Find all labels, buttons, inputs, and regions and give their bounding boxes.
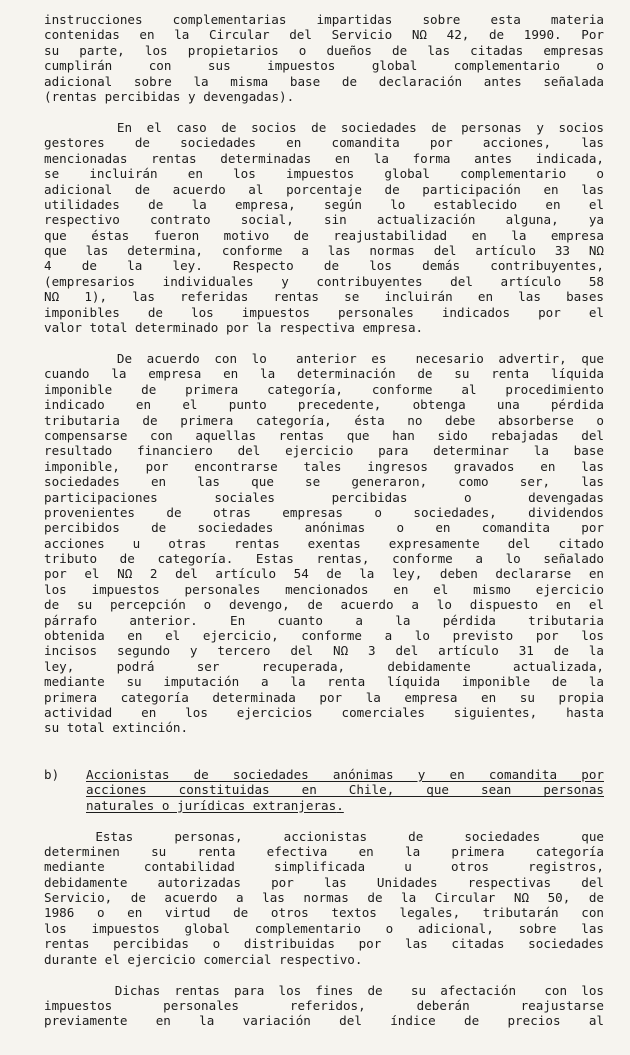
text-line: (rentas percibidas y devengadas). bbox=[44, 88, 295, 104]
text-line: que éstas fueron motivo de reajustabilidad en la empresa bbox=[44, 227, 604, 243]
text-line: su parte, los propietarios o dueños de las citadas empresas bbox=[44, 42, 604, 58]
heading-line-last bbox=[86, 798, 604, 813]
text-line: Dichas rentas para los fines de su afectación con los bbox=[44, 982, 604, 998]
text-line: que las determina, conforme a las normas del artículo 33 NΩ bbox=[44, 243, 604, 259]
text-line: NΩ 1), las referidas rentas se incluirán en las bases bbox=[44, 289, 604, 305]
text-line: obtenida en el ejercicio, conforme a lo previsto por los bbox=[44, 628, 604, 644]
text-line: los impuestos global complementario o adicional, sobre las bbox=[44, 920, 604, 936]
text-line: determinen su renta efectiva en la primera categoría bbox=[44, 843, 604, 859]
text-line: adicional de acuerdo al porcentaje de participación en las bbox=[44, 181, 604, 197]
text-line: gestores de sociedades en comandita por acciones, las bbox=[44, 135, 604, 151]
text-line: debidamente autorizadas por las Unidades respectivas del bbox=[44, 874, 604, 890]
text-line: previamente en la variación del índice de precios al bbox=[44, 1013, 604, 1029]
text-line: adicional sobre la misma base de declaración antes señalada bbox=[44, 73, 604, 89]
text-line: 1986 o en virtud de otros textos legales, tributarán con bbox=[44, 905, 604, 921]
text-line: párrafo anterior. En cuanto a la pérdida tributaria bbox=[44, 612, 604, 628]
text-line: contenidas en la Circular del Servicio NΩ 42, de 1990. Por bbox=[44, 27, 604, 43]
text-line: actividad en los ejercicios comerciales siguientes, hasta bbox=[44, 704, 604, 720]
text-line: De acuerdo con lo anterior es necesario advertir, que bbox=[44, 351, 604, 366]
text-line: ley, podrá ser recuperada, debidamente actualizada, bbox=[44, 658, 604, 674]
text-line: Estas personas, accionistas de sociedades que bbox=[44, 828, 604, 844]
heading-period: . bbox=[336, 797, 344, 813]
text-line: impuestos personales referidos, deberán reajustarse bbox=[44, 998, 604, 1014]
text-line: provenientes de otras empresas o sociedades, dividendos bbox=[44, 504, 604, 520]
text-line: imponible, por encontrarse tales ingresos gravados en las bbox=[44, 458, 604, 474]
text-line: instrucciones complementarias impartidas sobre esta materia bbox=[44, 12, 604, 27]
text-line: mediante contabilidad simplificada u otros registros, bbox=[44, 859, 604, 875]
section-b-heading bbox=[44, 767, 604, 813]
text-line: cuando la empresa en la determinación de su renta líquida bbox=[44, 366, 604, 382]
text-line: percibidos de sociedades anónimas o en comandita por bbox=[44, 520, 604, 536]
text-line: tributo de categoría. Estas rentas, conforme a lo señalado bbox=[44, 551, 604, 567]
paragraph-gap bbox=[44, 967, 604, 983]
heading-line: acciones constituidas en Chile, que sean personas bbox=[86, 782, 604, 798]
text-line: resultado financiero del ejercicio para determinar la base bbox=[44, 443, 604, 459]
text-line: mediante su imputación a la renta líquida imponible de la bbox=[44, 674, 604, 690]
text-line: tributaria de primera categoría, ésta no debe absorberse o bbox=[44, 412, 604, 428]
text-line: por el NΩ 2 del artículo 54 de la ley, deben declararse en bbox=[44, 566, 604, 582]
text-line: indicado en el punto precedente, obtenga una pérdida bbox=[44, 397, 604, 413]
text-line: cumplirán con sus impuestos global complementario o bbox=[44, 58, 604, 74]
text-line: (empresarios individuales y contribuyentes del artículo 58 bbox=[44, 273, 604, 289]
text-line: imponibles de los impuestos personales indicados por el bbox=[44, 304, 604, 320]
text-line: se incluirán en los impuestos global complementario o bbox=[44, 166, 604, 182]
section-marker: b) bbox=[44, 766, 60, 782]
text-line: de su percepción o devengo, de acuerdo a lo dispuesto en el bbox=[44, 597, 604, 613]
paragraph-5 bbox=[44, 983, 604, 1029]
text-line: sociedades en las que se generaron, como ser, las bbox=[44, 474, 604, 490]
text-line: imponible de primera categoría, conforme al procedimiento bbox=[44, 381, 604, 397]
text-line: primera categoría determinada por la empresa en su propia bbox=[44, 689, 604, 705]
paragraph-1 bbox=[44, 12, 604, 104]
text-line: respectivo contrato social, sin actualización alguna, ya bbox=[44, 212, 604, 228]
paragraph-4 bbox=[44, 829, 604, 968]
text-line: utilidades de la empresa, según lo establecido en el bbox=[44, 196, 604, 212]
text-line: rentas percibidas o distribuidas por las citadas sociedades bbox=[44, 936, 604, 952]
paragraph-gap bbox=[44, 813, 604, 829]
text-line: valor total determinado por la respectiva empresa. bbox=[44, 320, 424, 336]
text-line: su total extinción. bbox=[44, 720, 189, 736]
text-line: En el caso de socios de sociedades de personas y socios bbox=[44, 119, 604, 135]
text-line: durante el ejercicio comercial respectivo. bbox=[44, 951, 363, 967]
section-gap bbox=[44, 736, 604, 767]
text-line: 4 de la ley. Respecto de los demás contribuyentes, bbox=[44, 258, 604, 274]
text-line: incisos segundo y tercero del NΩ 3 del artículo 31 de la bbox=[44, 643, 604, 659]
paragraph-2 bbox=[44, 120, 604, 335]
heading-line: Accionistas de sociedades anónimas y en comandita por bbox=[86, 766, 604, 782]
heading-line-text: naturales o jurídicas extranjeras bbox=[86, 797, 337, 813]
text-line: los impuestos personales mencionados en el mismo ejercicio bbox=[44, 581, 604, 597]
text-line: participaciones sociales percibidas o devengadas bbox=[44, 489, 604, 505]
text-line: mencionadas rentas determinadas en la forma antes indicada, bbox=[44, 150, 604, 166]
section-title bbox=[86, 767, 604, 813]
paragraph-gap bbox=[44, 335, 604, 351]
text-line: acciones u otras rentas exentas expresamente del citado bbox=[44, 535, 604, 551]
paragraph-gap bbox=[44, 104, 604, 120]
text-line: Servicio, de acuerdo a las normas de la Circular NΩ 50, de bbox=[44, 890, 604, 906]
text-line: compensarse con aquellas rentas que han sido rebajadas del bbox=[44, 427, 604, 443]
paragraph-3 bbox=[44, 351, 604, 736]
